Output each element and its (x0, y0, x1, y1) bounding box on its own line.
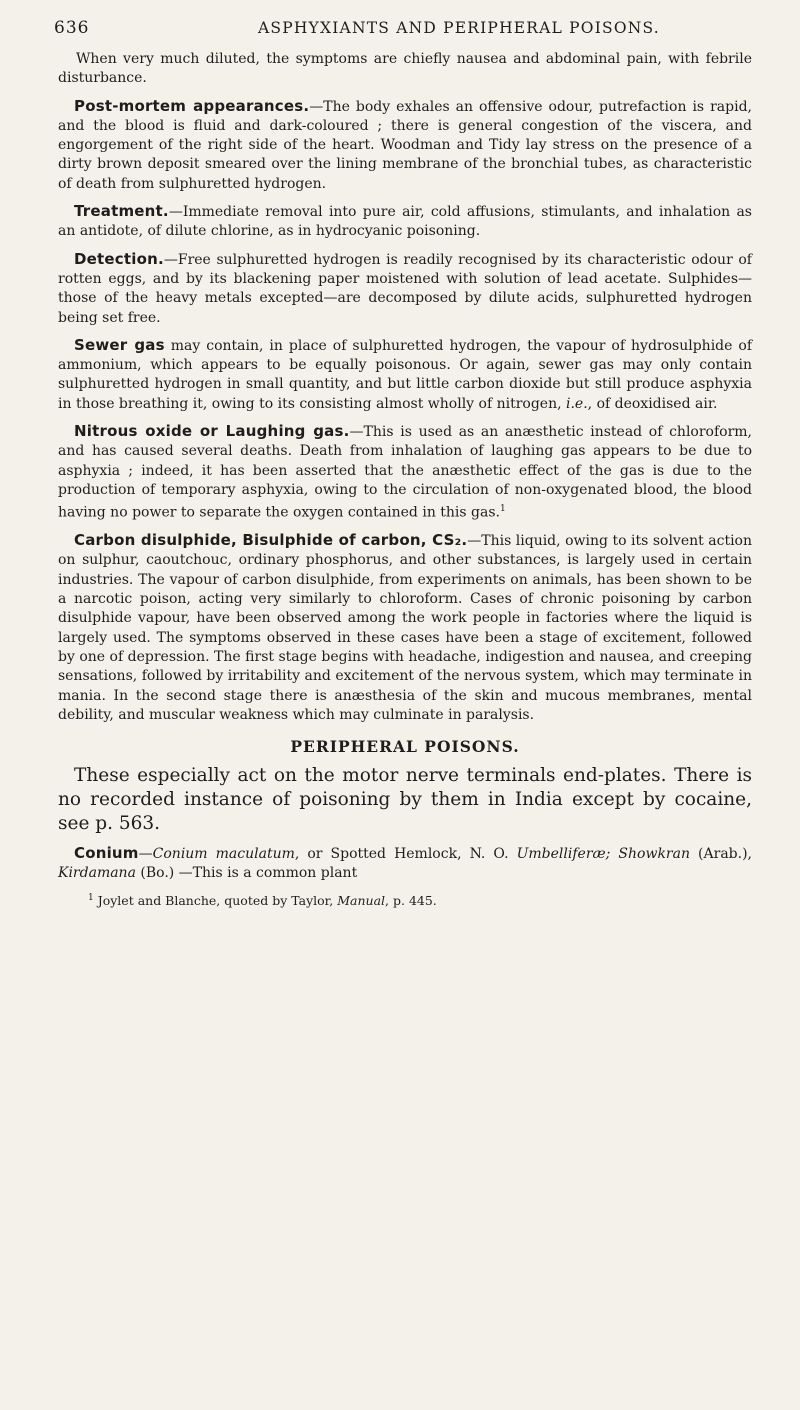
carbon-disulphide-paragraph (58, 531, 752, 725)
sewer-gas-text-b: , of deoxidised air. (587, 395, 718, 412)
intro-paragraph: When very much diluted, the symptoms are chiefly nausea and abdominal pain, with febrile disturbance. (58, 51, 752, 87)
peripheral-intro-paragraph: These especially act on the motor nerve terminals end-plates. There is no recorded instance of poisoning by them in India except by cocaine, see p. 563. (58, 765, 752, 835)
sewer-gas-text-a: may contain, in place of sulphuretted hydrogen, the vapour of hydrosulphide of ammonium, which appears to be equally poisonous. Or again, sewer gas may only contain sulphuretted hydrogen in small quantity, and but little carbon dioxide but still produce asphyxia in those breathing it, owing to its consisting almost wholly of nitrogen, (58, 337, 753, 412)
post-mortem-paragraph (58, 97, 752, 194)
post-mortem-heading: Post-mortem appearances. (74, 96, 310, 115)
conium-heading: Conium (74, 844, 139, 863)
footnote (58, 890, 752, 909)
carbon-disulphide-heading: Carbon disulphide, Bisulphide of carbon, CS₂. (74, 531, 468, 550)
conium-family-name: Umbelliferæ; Showkran (516, 846, 690, 863)
section-title: PERIPHERAL POISONS. (290, 737, 520, 757)
footnote-reference[interactable]: 1 (499, 504, 506, 515)
conium-local-name: Kirdamana (58, 865, 136, 882)
treatment-paragraph (58, 202, 752, 242)
conium-text-3: (Bo.) —This is a common plant (135, 865, 358, 882)
treatment-text: —Immediate removal into pure air, cold affusions, stimulants, and inhalation as an antidote, of dilute chlorine, as in hydrocyanic poisoning. (58, 204, 752, 240)
nitrous-oxide-paragraph (58, 422, 752, 523)
carbon-disulphide-text: —This liquid, owing to its solvent action on sulphur, caoutchouc, ordinary phosphorus, and other substances, is largely used in certain industries. The vapour of carbon disulphide, from experiments on animals, has been shown to be a narcotic poison, acting very similarly to chloroform. Cases of chronic poisoning by carbon disulphide vapour, have been observed among the work people in factories where the liquid is largely used. The symptoms observed in these cases have been a stage of excitement, followed by one of depression. The first stage begins with headache, indigestion and nausea, and creeping sensations, followed by irritability and excitement of the nervous system, which may terminate in mania. In the second stage there is anæsthesia of the skin and mucous membranes, mental debility, and muscular weakness which may culminate in paralysis. (58, 533, 752, 723)
conium-text-2: (Arab.), (690, 846, 752, 863)
treatment-heading: Treatment. (74, 202, 169, 221)
post-mortem-text: —The body exhales an offensive odour, putrefaction is rapid, and the blood is fluid and dark-coloured ; there is general congestion of the viscera, and engorgement of the right side of the heart. Woodman and Tidy lay stress on the presence of a dirty brown deposit smeared over the lining membrane of the bronchial tubes, as characteristic of death from sulphuretted hydrogen. (58, 98, 752, 192)
detection-paragraph (58, 250, 752, 328)
detection-heading: Detection. (74, 249, 164, 268)
conium-paragraph (58, 844, 752, 884)
nitrous-oxide-text: —This is used as an anæsthetic instead of chloroform, and has caused several deaths. Death from inhalation of laughing gas appears to be due to asphyxia ; indeed, it has been asserted that the anæsthetic effect of the gas is due to the production of temporary asphyxia, owing to the circulation of non-oxygenated blood, the blood having no power to separate the oxygen contained in this gas. (58, 424, 753, 521)
conium-latin-name: Conium maculatum (152, 846, 295, 863)
footnote-text-a: Joylet and Blanche, quoted by Taylor, (93, 892, 338, 908)
conium-text-1: , or Spotted Hemlock, N. O. (294, 846, 517, 863)
footnote-mark: 1 (88, 892, 94, 903)
sewer-gas-paragraph (58, 336, 752, 414)
footnote-book-title: Manual (337, 892, 386, 908)
running-title: ASPHYXIANTS AND PERIPHERAL POISONS. (258, 19, 660, 37)
footnote-text-b: , p. 445. (385, 892, 437, 908)
nitrous-oxide-heading: Nitrous oxide or Laughing gas. (74, 422, 350, 441)
detection-text: —Free sulphuretted hydrogen is readily recognised by its characteristic odour of rotten eggs, and by its blackening paper moistened with solution of lead acetate. Sulphides—those of the heavy metals excepted—are decomposed by dilute acids, sulphuretted hydrogen being set free. (58, 251, 752, 326)
page-number: 636 (54, 18, 90, 38)
conium-dash: — (138, 846, 153, 863)
running-head (54, 14, 752, 50)
sewer-gas-heading: Sewer gas (74, 335, 165, 354)
sewer-gas-ie: i.e. (566, 395, 588, 412)
